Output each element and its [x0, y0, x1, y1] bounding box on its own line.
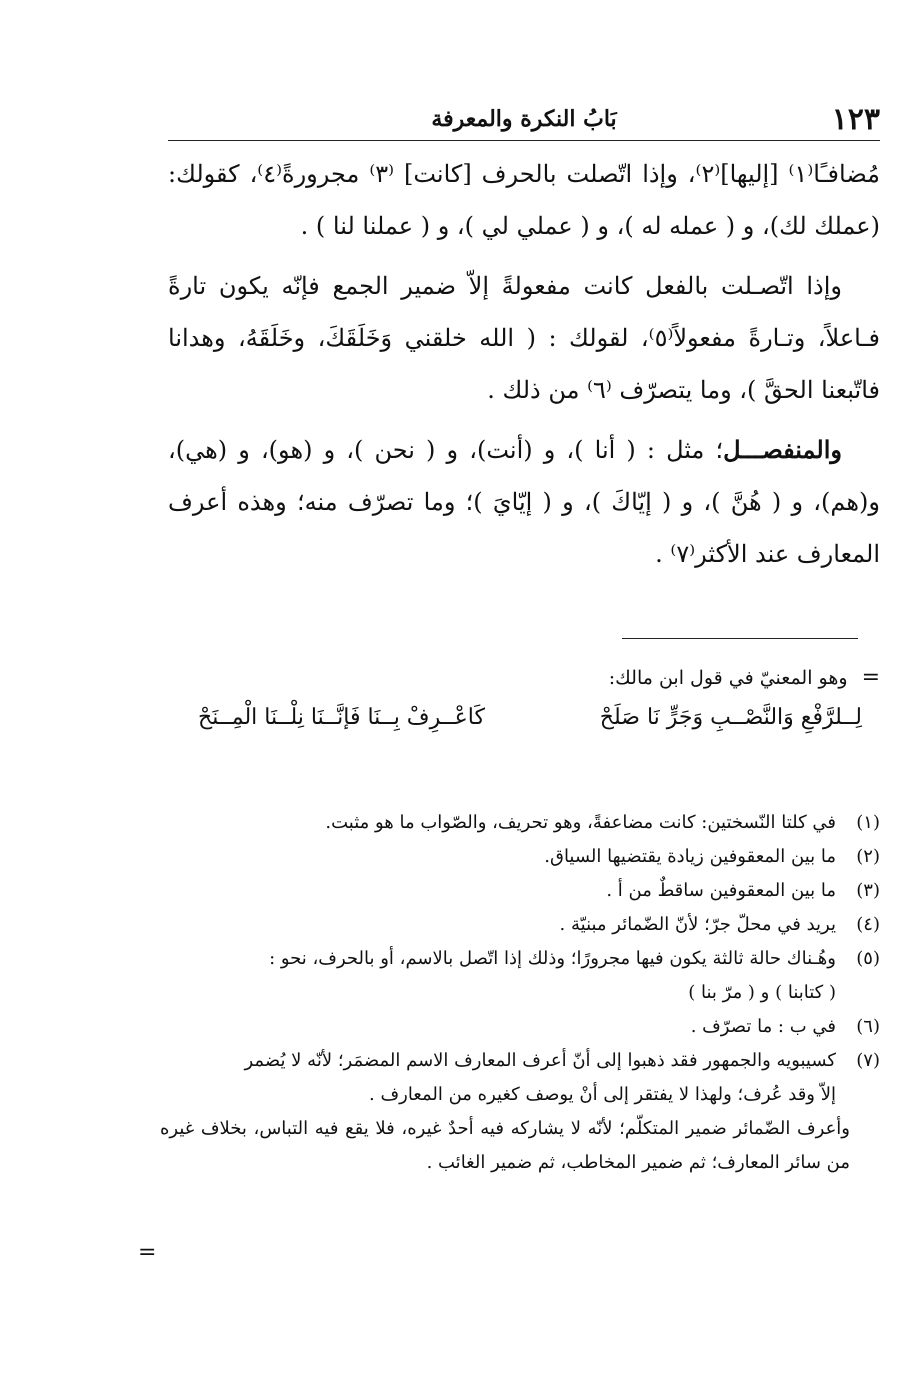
footnote-number: (١) — [856, 812, 880, 833]
footnote-number: (٧) — [856, 1050, 880, 1071]
footnote-6 — [160, 1010, 880, 1044]
footnote-continuation — [168, 660, 880, 736]
continues-marker: = — [138, 1240, 157, 1265]
page-number: ١٢٣ — [831, 102, 880, 137]
footnote-number: (٤) — [856, 914, 880, 935]
footnote-text: كسيبويه والجمهور فقد ذهبوا إلى أنّ أعرف المعارف الاسم المضمَر؛ لأنّه لا يُضمر — [244, 1050, 836, 1071]
paragraph-1: مُضافـًا⁽١⁾ [إليها]⁽٢⁾، وإذا اتّصلت بالحرف [كانت] ⁽٣⁾ مجرورةً⁽٤⁾، كقولك: (عملك لك)، و ( عمله له )، و ( عملي لي )، و ( عملنا لنا ) . — [168, 160, 881, 240]
footnote-number: (٢) — [856, 846, 880, 867]
footnote-number: (٥) — [856, 948, 880, 969]
footnote-5 — [160, 942, 880, 976]
footnotes — [160, 806, 880, 1180]
footnote-text: ما بين المعقوفين زيادة يقتضيها السياق. — [544, 846, 836, 867]
paragraph-2: وإذا اتّصـلت بالفعل كانت مفعولةً إلاّ ضمير الجمع فإنّه يكون تارةً فـاعلاً، وتـارةً مفعولاً⁽٥⁾، لقولك : ( الله خلقني وَخَلَقَكَ، وخَلَقَهُ، وهدانا فاتّبعنا الحقَّ )، وما يتصرّف ⁽٦⁾ من ذلك . — [168, 272, 880, 404]
footnote-7-paragraph: وأعرف الضّمائر ضمير المتكلّم؛ لأنّه لا يشاركه فيه أحدٌ غيره، فلا يقع فيه التباس، بخلاف غيره من سائر المعارف؛ ثم ضمير المخاطب، ثم ضمير الغائب . — [160, 1118, 851, 1173]
paragraph-3 — [168, 424, 880, 580]
footnote-text: ما بين المعقوفين ساقطٌ من أ . — [606, 880, 836, 901]
footnote-3 — [160, 874, 880, 908]
footnote-separator — [622, 638, 858, 639]
footnote-1 — [160, 806, 880, 840]
verse-second-hemistich: كَاعْــرِفْ بِــنَا فَإنَّــنَا نِلْــنَا الْمِــنَحْ — [198, 705, 485, 730]
poetry-verse — [198, 700, 862, 736]
main-text — [168, 148, 880, 588]
verse-first-hemistich: لِــلرَّفْعِ وَالنَّصْــبِ وَجَرٍّ نَا صَلَحْ — [599, 705, 862, 730]
continuation-intro: وهو المعنيّ في قول ابن مالك: — [608, 667, 848, 689]
footnote-number: (٦) — [856, 1016, 880, 1037]
footnote-text: وهُـناك حالة ثالثة يكون فيها مجرورًا؛ وذلك إذا اتّصل بالاسم، أو بالحرف، نحو : — [269, 948, 836, 969]
running-title: بَابُ النكرة والمعرفة — [431, 106, 617, 132]
page-header — [168, 100, 880, 141]
footnote-text: في كلتا النّسختين: كانت مضاعفةً، وهو تحريف، والصّواب ما هو مثبت. — [325, 812, 836, 833]
footnote-7 — [160, 1044, 880, 1078]
footnote-2 — [160, 840, 880, 874]
footnote-text: في ب : ما تصرّف . — [690, 1016, 836, 1037]
footnote-4 — [160, 908, 880, 942]
footnote-5-examples: ( كتابنا ) و ( مرّ بنا ) — [688, 982, 836, 1003]
continuation-marker: = — [861, 665, 880, 690]
footnote-text: يريد في محلّ جرّ؛ لأنّ الضّمائر مبنيّة . — [559, 914, 836, 935]
footnote-number: (٣) — [856, 880, 880, 901]
term-munfasil: والمنفصـــل — [723, 435, 842, 464]
footnote-7-continuation: إلاّ وقد عُرف؛ ولهذا لا يفتقر إلى أنْ يوصف كغيره من المعارف . — [369, 1084, 836, 1105]
paragraph-3-text: ؛ مثل : ( أنا )، و (أنت)، و ( نحن )، و (هو)، و (هي)، و(هم)، و ( هُنَّ )، و ( إيّاكَ )، و ( إيّايَ )؛ وما تصرّف منه؛ وهذه أعرف المعارف عند الأكثر⁽٧⁾ . — [168, 436, 880, 568]
